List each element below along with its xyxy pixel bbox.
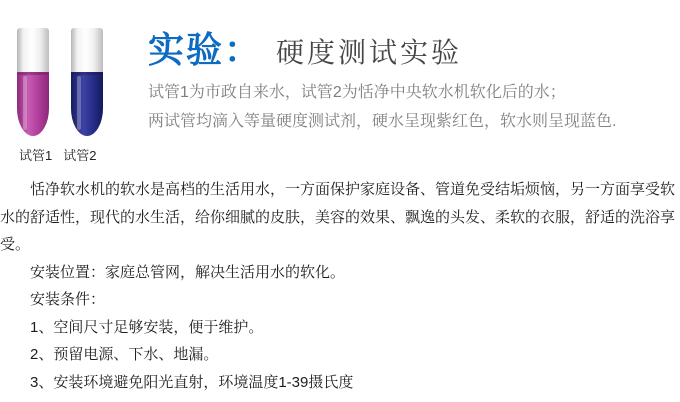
test-tubes-figure [17, 28, 127, 163]
intro-paragraph: 恬净软水机的软水是高档的生活用水，一方面保护家庭设备、管道免受结垢烦恼，另一方面享受软水的舒适性，现代的水生活，给你细腻的皮肤，美容的效果、飘逸的头发、柔软的衣服，舒适的洗浴享受。 [0, 181, 676, 253]
install-position-line: 安装位置：家庭总管网，解决生活用水的软化。 [30, 263, 346, 281]
subtitle-line-1: 试管1为市政自来水，试管2为恬净中央软水机软化后的水； [148, 84, 566, 101]
page-title [148, 28, 673, 75]
experiment-hero [0, 0, 680, 176]
description-section [0, 176, 680, 396]
condition-item-3: 3、安装环境避免阳光直射，环境温度1-39摄氏度 [30, 373, 354, 391]
soft-water-liquid [71, 72, 103, 136]
test-tube-1-image [17, 28, 49, 136]
title-prefix: 实验： [148, 29, 263, 70]
title-text: 硬度测试实验 [276, 37, 463, 68]
condition-item-2: 2、预留电源、下水、地漏。 [30, 346, 219, 363]
tube2-label: 试管2 [63, 148, 97, 163]
condition-item-1: 1、空间尺寸足够安装，便于维护。 [30, 318, 264, 336]
test-tube-2-image [71, 28, 103, 136]
hard-water-liquid [17, 72, 49, 136]
tube-labels [19, 145, 96, 164]
subtitle-line-2: 两试管均滴入等量硬度测试剂，硬水呈现紫红色，软水则呈现蓝色. [148, 113, 617, 130]
install-conditions-heading: 安装条件： [30, 291, 106, 308]
hero-text [148, 28, 673, 132]
tube1-label: 试管1 [19, 148, 53, 163]
